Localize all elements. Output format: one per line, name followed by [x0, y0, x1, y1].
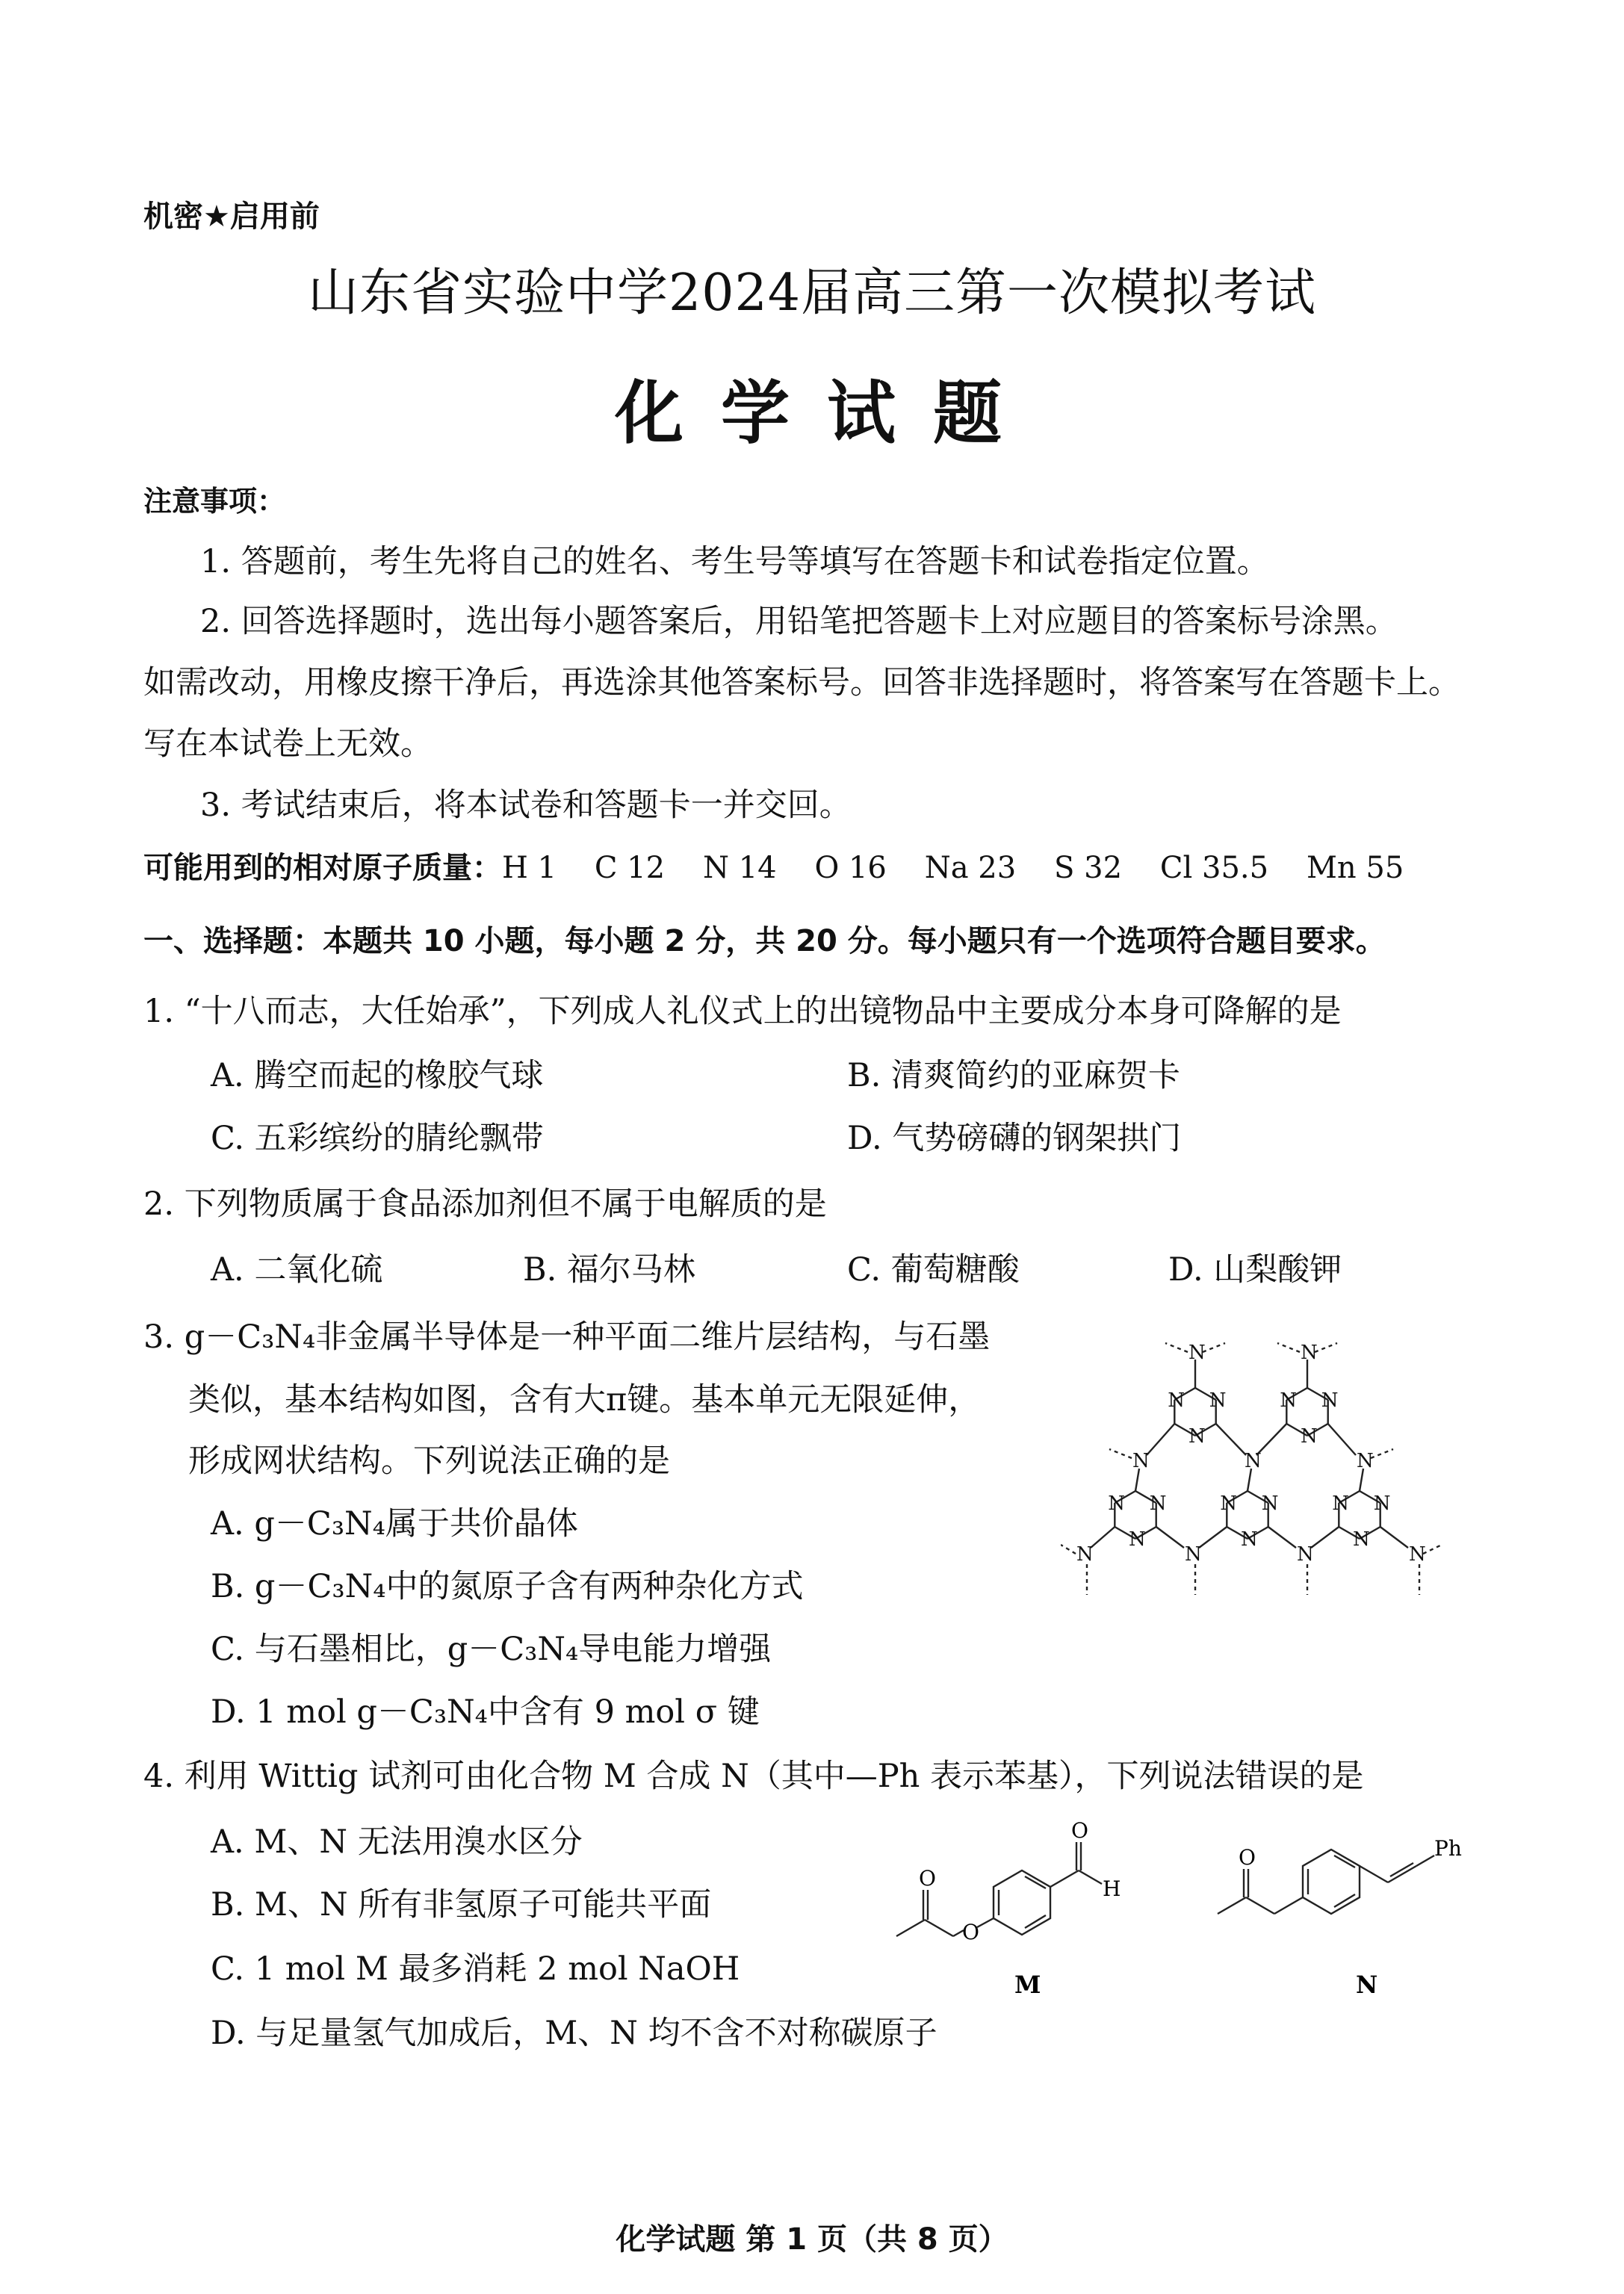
notice-item-2-line-2: 如需改动，用橡皮擦干净后，再选涂其他答案标号。回答非选择题时，将答案写在答题卡上。 [143, 664, 1460, 701]
nitrogen-atom: N [1129, 1528, 1146, 1551]
nitrogen-atom: N [1220, 1492, 1238, 1515]
nitrogen-atom: N [1245, 1450, 1262, 1472]
nitrogen-atom: N [1297, 1543, 1314, 1566]
question-1-stem: 1. “十八而志，大任始承”，下列成人礼仪式上的出镜物品中主要成分本身可降解的是 [143, 993, 1342, 1030]
nitrogen-atom: N [1301, 1425, 1318, 1448]
nitrogen-atom: N [1409, 1543, 1426, 1566]
bond [1156, 1527, 1184, 1548]
q2-option-a: A. 二氧化硫 [211, 1251, 383, 1289]
nitrogen-atom: N [1280, 1389, 1298, 1412]
nitrogen-atom: N [1149, 1492, 1167, 1515]
compound-m-structure [889, 1815, 1173, 2002]
q4-option-c: C. 1 mol M 最多消耗 2 mol NaOH [211, 1950, 740, 1988]
bond [1199, 1527, 1227, 1548]
q4-option-b: B. M、N 所有非氢原子可能共平面 [211, 1886, 712, 1923]
bond [1380, 1527, 1408, 1548]
nitrogen-atom: N [1321, 1389, 1339, 1412]
q4-option-d: D. 与足量氢气加成后，M、N 均不含不对称碳原子 [211, 2015, 937, 2052]
question-3-stem-line-2: 类似，基本结构如图，含有大π键。基本单元无限延伸， [188, 1381, 981, 1419]
bond [1165, 1343, 1188, 1352]
nitrogen-atom: N [1185, 1543, 1202, 1566]
nitrogen-atom: N [1301, 1342, 1318, 1364]
page-footer: 化学试题 第 1 页（共 8 页） [616, 2222, 1008, 2257]
notice-item-2-line-3: 写在本试卷上无效。 [143, 725, 433, 763]
q3-option-d: D. 1 mol g－C₃N₄中含有 9 mol σ 键 [211, 1693, 760, 1731]
q2-option-b: B. 福尔马林 [523, 1251, 695, 1289]
g-c3n4-structure-figure [1061, 1330, 1501, 1606]
bond [1311, 1527, 1339, 1548]
bond [1268, 1527, 1296, 1548]
m-ester-o: O [962, 1920, 979, 1944]
nitrogen-atom: N [1332, 1492, 1350, 1515]
n-carbonyl-o: O [1239, 1845, 1256, 1870]
atomic-mass-row [143, 844, 1404, 887]
q4-option-a: A. M、N 无法用溴水区分 [211, 1823, 583, 1861]
bond [1203, 1343, 1225, 1352]
bond [1328, 1424, 1356, 1455]
atomic-mass-label: 可能用到的相对原子质量： [143, 851, 502, 885]
compound-m-label: M [1014, 1971, 1041, 1999]
notice-item-1: 1. 答题前，考生先将自己的姓名、考生号等填写在答题卡和试卷指定位置。 [200, 543, 1269, 580]
nitrogen-atom: N [1261, 1492, 1279, 1515]
compound-n-structure [1210, 1815, 1524, 2002]
bond [1315, 1343, 1337, 1352]
q1-option-b: B. 清爽简约的亚麻贺卡 [847, 1057, 1180, 1094]
nitrogen-atom: N [1209, 1389, 1227, 1412]
notice-item-3: 3. 考试结束后，将本试卷和答题卡一并交回。 [200, 787, 852, 824]
nitrogen-atom: N [1373, 1492, 1391, 1515]
m-aldehyde-h: H [1103, 1876, 1121, 1901]
nitrogen-atom: N [1132, 1450, 1150, 1472]
nitrogen-atom: N [1076, 1543, 1094, 1566]
nitrogen-atom: N [1168, 1389, 1186, 1412]
q3-option-a: A. g－C₃N₄属于共价晶体 [211, 1505, 578, 1543]
notice-item-2-line-1: 2. 回答选择题时，选出每小题答案后，用铅笔把答题卡上对应题目的答案标号涂黑。 [200, 603, 1398, 640]
bond [1423, 1545, 1442, 1554]
bond [1147, 1424, 1174, 1455]
bond [1091, 1527, 1115, 1548]
bond [1371, 1449, 1393, 1458]
question-3-stem-line-3: 形成网状结构。下列说法正确的是 [188, 1442, 670, 1480]
q3-option-c: C. 与石墨相比，g－C₃N₄导电能力增强 [211, 1631, 772, 1668]
nitrogen-atom: N [1108, 1492, 1126, 1515]
q1-option-a: A. 腾空而起的橡胶气球 [211, 1057, 544, 1094]
q2-option-d: D. 山梨酸钾 [1168, 1251, 1342, 1289]
n-phenyl-group: Ph [1434, 1836, 1462, 1861]
bond [1061, 1545, 1076, 1554]
bond [1277, 1343, 1300, 1352]
q1-option-d: D. 气势磅礴的钢架拱门 [847, 1120, 1182, 1157]
confidential-mark: 机密★启用前 [143, 199, 320, 234]
notice-heading: 注意事项： [143, 485, 286, 518]
q1-option-c: C. 五彩缤纷的腈纶飘带 [211, 1120, 544, 1157]
exam-title: 山东省实验中学2024届高三第一次模拟考试 [307, 264, 1317, 323]
compound-n-label: N [1356, 1971, 1378, 1999]
section-heading: 一、选择题：本题共 10 小题，每小题 2 分，共 20 分。每小题只有一个选项符合题目要求。 [143, 924, 1386, 958]
q3-option-b: B. g－C₃N₄中的氮原子含有两种杂化方式 [211, 1568, 804, 1605]
m-carbonyl-o-1: O [919, 1866, 936, 1891]
q2-option-c: C. 葡萄糖酸 [847, 1251, 1020, 1289]
bond [1109, 1449, 1132, 1458]
nitrogen-atom: N [1353, 1528, 1370, 1551]
nitrogen-atom: N [1357, 1450, 1374, 1472]
nitrogen-atom: N [1241, 1528, 1258, 1551]
question-2-stem: 2. 下列物质属于食品添加剂但不属于电解质的是 [143, 1185, 827, 1223]
bond [1216, 1424, 1246, 1455]
subject-title: 化学试题 [614, 373, 1039, 453]
question-4-stem: 4. 利用 Wittig 试剂可由化合物 M 合成 N（其中—Ph 表示苯基），下列说法错误的是 [143, 1758, 1364, 1795]
nitrogen-atom: N [1188, 1342, 1206, 1364]
atomic-mass-values: H 1 C 12 N 14 O 16 Na 23 S 32 Cl 35.5 Mn 55 [502, 851, 1404, 885]
m-aldehyde-o: O [1071, 1818, 1088, 1843]
nitrogen-atom: N [1188, 1425, 1206, 1448]
question-3-stem-line-1: 3. g－C₃N₄非金属半导体是一种平面二维片层结构，与石墨 [143, 1318, 991, 1356]
